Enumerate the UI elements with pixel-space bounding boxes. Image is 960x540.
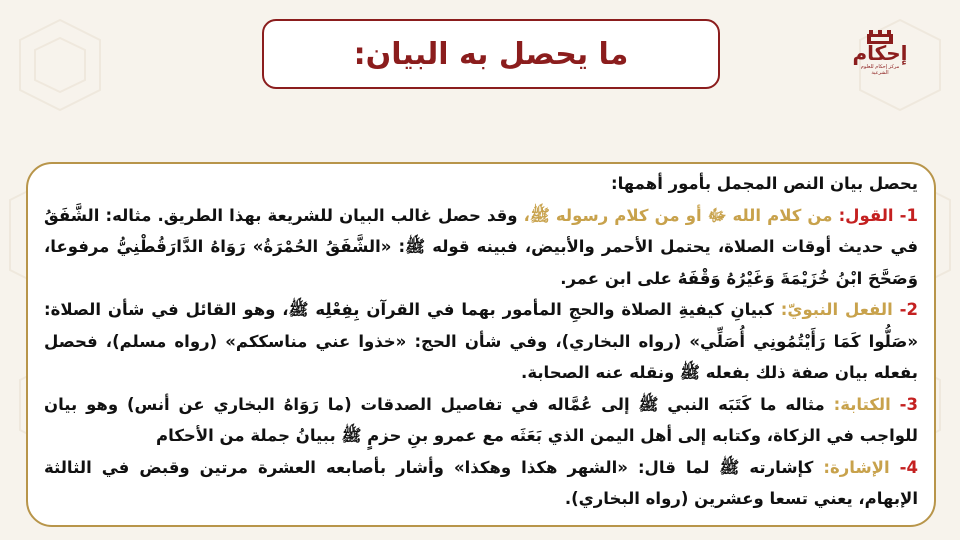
item-heading: الإشارة: (823, 457, 890, 477)
item-text: كبيانِ كيفيةِ الصلاة والحجِ المأمور بهما في القرآن بِفِعْلِه ﷺ، وهو القائل في شأن الصلاة: «صَلُّوا كَمَا رَأَيْتُمُونِي أُصَلِّي» (رواه البخاري)، وفي شأن الحج: «خذوا عني مناسككم» (رواه مسلم)، فحصل بفعله بيان صفة ذلك بفعله ﷺ ونقله عنه الصحابة. (44, 300, 918, 382)
logo-subtitle: مركز إحكام للعلوم الشرعية (860, 64, 900, 76)
logo-brand: إحكام (852, 41, 908, 65)
item-text: مثاله ما كَتَبَه النبي ﷺ إلى عُمَّاله في تفاصيل الصدقات (ما رَوَاهُ البخاري عن أنس) وهو بيان للواجب في الزكاة، وكتابه إلى أهل اليمن الذي بَعَثَه مع عمرو بنِ حزمٍ ﷺ ببيانُ جملة من الأحكام (44, 394, 918, 445)
item-number: 4- (899, 457, 919, 477)
item-speech (44, 200, 918, 295)
title-box (262, 19, 720, 89)
item-number: 1- (899, 205, 919, 225)
item-text: وقد حصل غالب البيان للشريعة بهذا الطريق. (157, 205, 518, 225)
example-label: مثاله: (105, 205, 152, 225)
logo (852, 30, 908, 92)
item-heading: الفعل النبويّ: (780, 300, 893, 319)
item-heading: القول: (838, 205, 894, 225)
example-text: الشَّفَقُ في حديث أوقات الصلاة، يحتمل الأحمر والأبيض، فبينه قوله ﷺ: «الشَّفَقُ الحُمْرَةُ» رَوَاهُ الدَّارَقُطْنِيُّ مرفوعا، وَصَحَّحَ ابْنُ خُزَيْمَةَ وَغَيْرُهُ وَقْفَهُ على ابن عمر. (44, 205, 918, 288)
item-number: 3- (899, 394, 919, 414)
slide-title: ما يحصل به البيان: (353, 36, 629, 72)
item-number: 2- (899, 300, 919, 319)
intro: يحصل بيان النص المجمل بأمور أهمها: (611, 174, 918, 193)
item-writing (44, 389, 918, 452)
item-gesture (44, 452, 918, 515)
content-box (26, 162, 936, 527)
item-heading: الكتابة: (833, 394, 891, 414)
content-text (44, 168, 918, 515)
item-action (44, 294, 918, 389)
item-text: كإشارته ﷺ لما قال: «الشهر هكذا وهكذا» وأشار بأصابعه العشرة مرتين وقبض في الثالثة الإبهام، يعني تسعا وعشرين (رواه البخاري). (44, 457, 918, 508)
item-heading-detail: من كلام الله ﷻ أو من كلام رسوله ﷺ، (523, 205, 833, 225)
